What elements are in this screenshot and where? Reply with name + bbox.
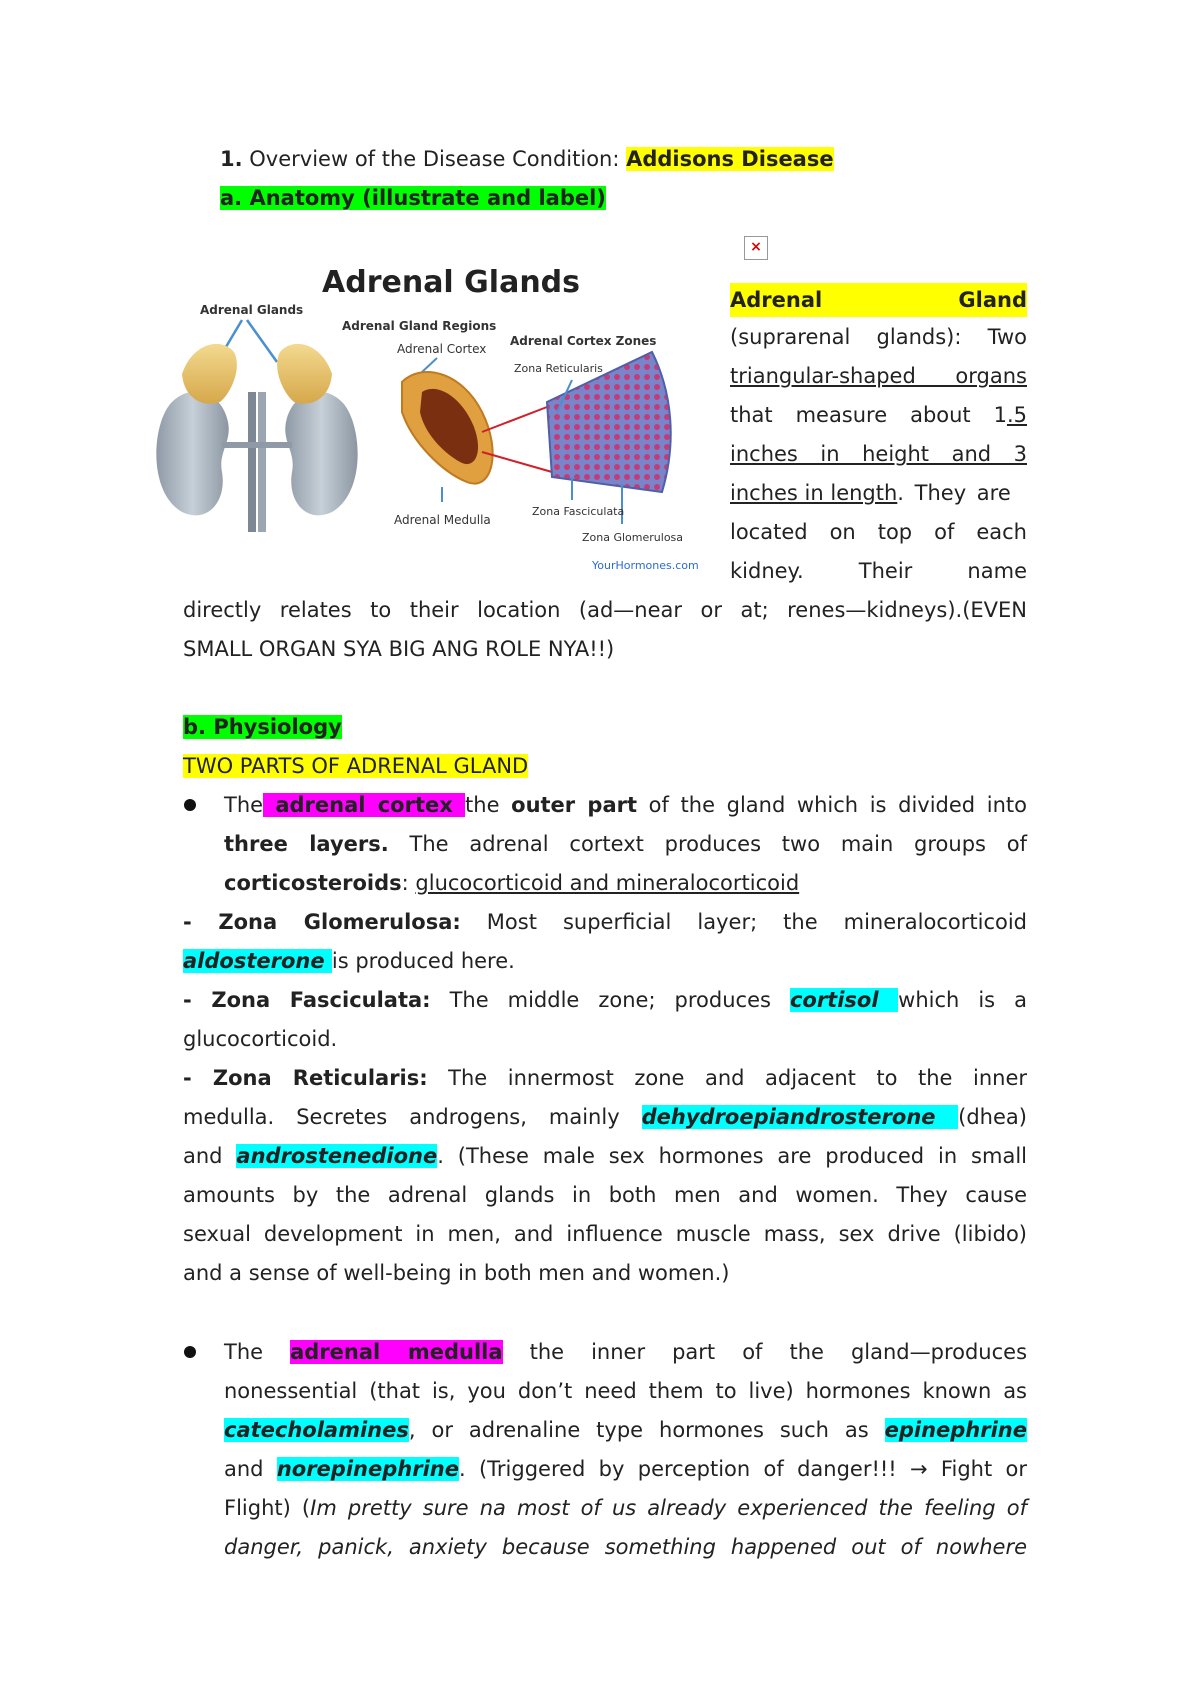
broken-image-icon: × [744, 236, 768, 260]
label-cortex-zones: Adrenal Cortex Zones [510, 334, 657, 348]
figure-credit: YourHormones.com [592, 559, 699, 572]
fasciculata-line-2: glucocorticoid. [183, 1027, 338, 1051]
left-kidney [156, 392, 228, 516]
label-zona-reticularis: Zona Reticularis [514, 362, 603, 375]
glomerulosa-line-1: - Zona Glomerulosa: Most superficial layer; the mineralocorticoid [183, 910, 1028, 934]
figure-title: Adrenal Glands [322, 265, 581, 300]
desc-line-8: kidney. Their name [730, 559, 1027, 583]
desc-line-5: inches in height and 3 [730, 442, 1027, 466]
anatomy-heading: a. Anatomy (illustrate and label) [220, 186, 606, 210]
desc-line-7: located on top of each [730, 520, 1027, 544]
reticularis-line-2: medulla. Secretes androgens, mainly dehydroepiandrosterone (dhea) [183, 1105, 1027, 1129]
reticularis-line-6: and a sense of well-being in both men and women.) [183, 1261, 730, 1285]
desc-line-9: directly relates to their location (ad—near or at; renes—kidneys).(EVEN [183, 598, 1027, 622]
label-gland-regions: Adrenal Gland Regions [342, 319, 497, 333]
bullet-medulla [184, 1346, 196, 1358]
label-adrenal-glands: Adrenal Glands [200, 303, 304, 317]
vena-cava [258, 392, 266, 532]
zoom-line-top [482, 407, 547, 432]
reticularis-line-3: and androstenedione. (These male sex hormones are produced in small [183, 1144, 1027, 1168]
desc-line-6: inches in length. They are [730, 481, 1011, 505]
item-number: 1. [220, 147, 243, 171]
arrow-right [247, 320, 277, 362]
right-kidney [285, 392, 357, 516]
desc-line-2: (suprarenal glands): Two [730, 325, 1027, 349]
adrenal-gland-heading: Adrenal Gland [730, 283, 1027, 317]
medulla-line-1: The adrenal medulla the inner part of the gland—produces [224, 1340, 1028, 1364]
medulla-line-4: and norepinephrine. (Triggered by perception of danger!!! → Fight or [224, 1457, 1027, 1481]
glomerulosa-line-2: aldosterone is produced here. [183, 949, 515, 973]
label-zona-glomerulosa: Zona Glomerulosa [582, 531, 684, 544]
physiology-heading: b. Physiology [183, 715, 342, 739]
bullet-cortex [184, 799, 196, 811]
overview-text: Overview of the Disease Condition: [242, 147, 627, 171]
overview-line [220, 140, 834, 179]
physiology-subheading: TWO PARTS OF ADRENAL GLAND [183, 754, 529, 778]
cortex-line-1: The adrenal cortex the outer part of the gland which is divided into [224, 793, 1027, 817]
medulla-line-5: Flight) (Im pretty sure na most of us already experienced the feeling of [224, 1496, 1027, 1520]
reticularis-line-1: - Zona Reticularis: The innermost zone and adjacent to the inner [183, 1066, 1027, 1090]
reticularis-line-5: sexual development in men, and influence muscle mass, sex drive (libido) [183, 1222, 1027, 1246]
medulla-line-2: nonessential (that is, you don’t need them to live) hormones known as [224, 1379, 1027, 1403]
disease-name: Addisons Disease [626, 147, 834, 171]
desc-line-10: SMALL ORGAN SYA BIG ANG ROLE NYA!!) [183, 637, 615, 661]
adrenal-glands-figure [152, 262, 722, 580]
reticularis-line-4: amounts by the adrenal glands in both men and women. They cause [183, 1183, 1027, 1207]
left-adrenal-gland [182, 344, 237, 404]
medulla-line-6: danger, panick, anxiety because something happened out of nowhere [224, 1535, 1027, 1559]
label-adrenal-medulla: Adrenal Medulla [394, 513, 491, 527]
desc-line-4: that measure about 1.5 [730, 403, 1027, 427]
renal-vessel [222, 442, 292, 448]
cortex-line-3: corticosteroids: glucocorticoid and mineralocorticoid [224, 871, 800, 895]
desc-line-3: triangular-shaped organs [730, 364, 1027, 388]
label-zona-fasciculata: Zona Fasciculata [532, 505, 625, 518]
fasciculata-line-1: - Zona Fasciculata: The middle zone; produces cortisol which is a [183, 988, 1027, 1012]
cortex-line-2: three layers. The adrenal cortext produces two main groups of [224, 832, 1027, 856]
medulla-line-3: catecholamines, or adrenaline type hormones such as epinephrine [224, 1418, 1027, 1442]
aorta [248, 392, 256, 532]
cortex-pointer [422, 358, 437, 372]
right-adrenal-gland [277, 344, 332, 404]
label-adrenal-cortex: Adrenal Cortex [397, 342, 487, 356]
